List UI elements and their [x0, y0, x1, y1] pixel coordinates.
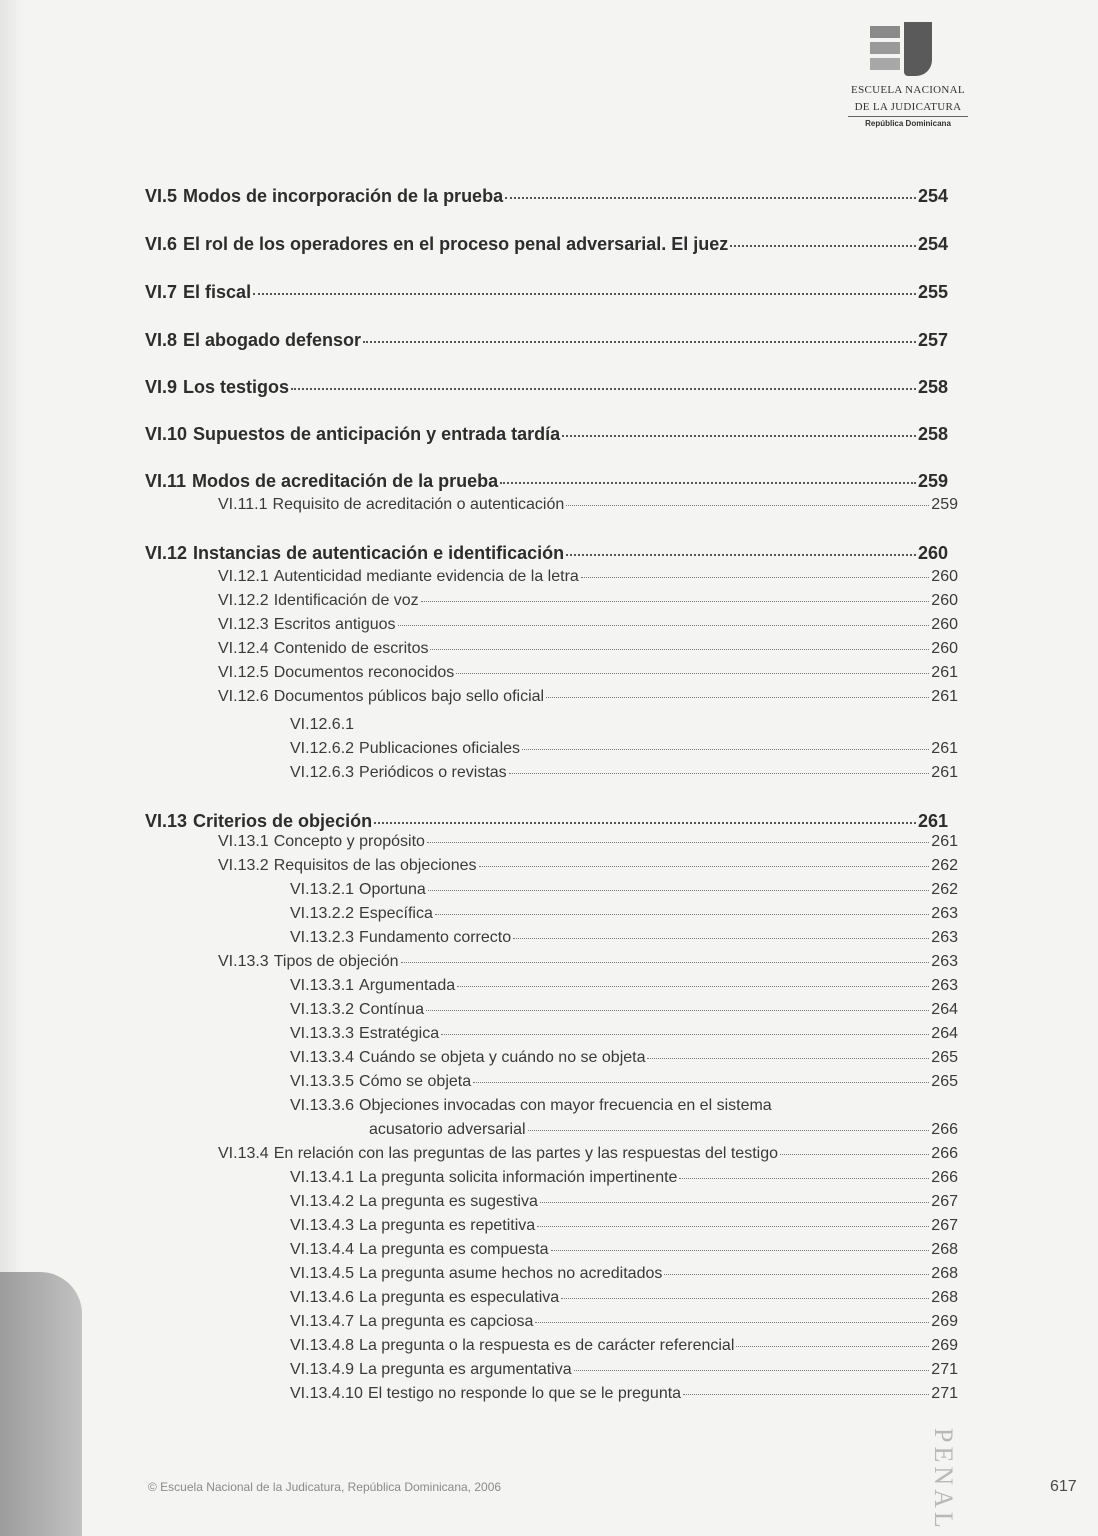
toc-dot-leader	[505, 197, 916, 199]
toc-entry-page: 261	[931, 740, 958, 757]
toc-entry-number: VI.13.4.6	[290, 1289, 355, 1306]
toc-entry-page: 257	[917, 330, 948, 350]
toc-entry-number: VI.13.4.4	[290, 1241, 355, 1258]
toc-entry-title: La pregunta asume hechos no acreditados	[359, 1265, 663, 1282]
toc-entry-title: Contínua	[359, 1001, 424, 1018]
toc-entry-page: 268	[931, 1265, 958, 1282]
toc-entry-title: El rol de los operadores en el proceso penal adversarial. El juez	[183, 234, 729, 254]
toc-entry-page: 254	[917, 234, 948, 254]
toc-dot-leader	[291, 388, 916, 390]
toc-entry-continuation	[369, 1121, 958, 1139]
toc-entry-number: VI.13.3.3	[290, 1025, 355, 1042]
toc-section-entry	[145, 471, 948, 492]
toc-entry-title: Tipos de objeción	[273, 953, 399, 970]
toc-entry-number: VI.10	[145, 424, 188, 444]
toc-subsection-entry	[218, 857, 958, 875]
toc-entry-number: VI.13.3.2	[290, 1001, 355, 1018]
toc-section-entry	[145, 377, 948, 398]
footer-copyright: © Escuela Nacional de la Judicatura, República Dominicana, 2006	[148, 1480, 502, 1494]
toc-entry-number: VI.12.6.3	[290, 764, 355, 781]
toc-subsection-entry	[290, 1385, 958, 1403]
toc-entry-title: El testigo no responde lo que se le pregunta	[367, 1385, 682, 1402]
toc-subsection-entry	[290, 1169, 958, 1187]
toc-entry-number: VI.13.4.7	[290, 1313, 355, 1330]
toc-section-entry	[145, 234, 948, 255]
toc-entry-title: Documentos públicos bajo sello oficial	[273, 688, 545, 705]
toc-entry-title: La pregunta es especulativa	[359, 1289, 560, 1306]
toc-subsection-entry	[290, 1001, 958, 1019]
toc-entry-number: VI.12.6	[218, 688, 269, 705]
toc-entry-page: 259	[917, 471, 948, 491]
toc-entry-page: 265	[931, 1073, 958, 1090]
toc-entry-title: Los testigos	[183, 377, 290, 397]
toc-entry-number: VI.12.1	[218, 568, 269, 585]
toc-entry-number: VI.13.4.8	[290, 1337, 355, 1354]
toc-entry-title: La pregunta es argumentativa	[359, 1361, 572, 1378]
toc-entry-number: VI.12.5	[218, 664, 269, 681]
toc-entry-number: VI.9	[145, 377, 178, 397]
toc-entry-title: Identificación de voz	[273, 592, 419, 609]
toc-entry-number: VI.12.2	[218, 592, 269, 609]
toc-entry-title: La pregunta es compuesta	[359, 1241, 549, 1258]
toc-dot-leader	[509, 773, 930, 774]
toc-subsection-entry	[290, 1025, 958, 1043]
toc-entry-page: 260	[931, 640, 958, 657]
toc-entry-page: 267	[931, 1217, 958, 1234]
toc-dot-leader	[428, 890, 930, 891]
toc-entry-page: 267	[931, 1193, 958, 1210]
toc-entry-title: Escritos antiguos	[273, 616, 396, 633]
toc-subsection-entry	[218, 1145, 958, 1163]
toc-dot-leader	[500, 482, 916, 484]
toc-entry-title: Contenido de escritos	[273, 640, 429, 657]
toc-entry-title: Modos de incorporación de la prueba	[183, 186, 504, 206]
logo-emblem-icon	[870, 22, 942, 80]
toc-dot-leader	[363, 341, 916, 343]
toc-subsection-entry	[290, 1241, 958, 1259]
toc-dot-leader	[574, 1370, 930, 1371]
toc-dot-leader	[421, 601, 930, 602]
toc-entry-page: 263	[931, 905, 958, 922]
toc-dot-leader	[430, 649, 929, 650]
toc-entry-page: 258	[917, 424, 948, 444]
toc-subsection-entry	[218, 833, 958, 851]
toc-entry-page: 260	[931, 616, 958, 633]
toc-dot-leader	[374, 822, 916, 824]
toc-entry-page: 261	[931, 764, 958, 781]
toc-dot-leader	[566, 505, 929, 506]
toc-entry-title: Estratégica	[359, 1025, 440, 1042]
toc-entry-number: VI.5	[145, 186, 178, 206]
toc-entry-page: 261	[931, 833, 958, 850]
toc-entry-page: 260	[931, 568, 958, 585]
toc-entry-page: 258	[917, 377, 948, 397]
toc-entry-title: El abogado defensor	[183, 330, 362, 350]
toc-entry-title: La pregunta es capciosa	[359, 1313, 534, 1330]
toc-subsection-entry	[290, 1193, 958, 1211]
toc-dot-leader	[540, 1202, 929, 1203]
toc-entry-page: 263	[931, 953, 958, 970]
toc-dot-leader	[562, 435, 916, 437]
toc-entry-page: 264	[931, 1025, 958, 1042]
toc-subsection-entry	[290, 881, 958, 899]
toc-entry-page: 262	[931, 857, 958, 874]
toc-subsection-entry	[218, 688, 958, 706]
toc-dot-leader	[780, 1154, 929, 1155]
toc-entry-page: 261	[917, 811, 948, 831]
toc-continuation-page: 266	[931, 1121, 958, 1138]
toc-subsection-entry	[218, 592, 958, 610]
toc-entry-title: Requisito de acreditación o autenticación	[272, 496, 565, 513]
toc-entry-page: 260	[917, 543, 948, 563]
toc-entry-title: La pregunta o la respuesta es de carácter referencial	[359, 1337, 735, 1354]
toc-entry-page: 263	[931, 929, 958, 946]
toc-entry-title: Concepto y propósito	[273, 833, 425, 850]
toc-subsection-entry	[218, 568, 958, 586]
toc-dot-leader	[528, 1130, 930, 1131]
toc-entry-title: Argumentada	[359, 977, 456, 994]
toc-dot-leader	[435, 914, 929, 915]
toc-entry-page: 261	[931, 664, 958, 681]
toc-subsection-entry	[290, 764, 958, 782]
toc-entry-title: Específica	[359, 905, 433, 922]
toc-entry-page: 262	[931, 881, 958, 898]
toc-entry-title: Autenticidad mediante evidencia de la letra	[273, 568, 579, 585]
toc-dot-leader	[441, 1034, 929, 1035]
toc-entry-page: 268	[931, 1289, 958, 1306]
toc-subsection-entry	[290, 929, 958, 947]
toc-entry-title: La pregunta es sugestiva	[359, 1193, 538, 1210]
toc-entry-title: Modos de acreditación de la prueba	[192, 471, 499, 491]
toc-entry-number: VI.13.2.1	[290, 881, 355, 898]
toc-entry-page: 268	[931, 1241, 958, 1258]
toc-dot-leader	[457, 986, 929, 987]
toc-subsection-entry	[290, 1337, 958, 1355]
toc-entry-number: VI.13.4.1	[290, 1169, 355, 1186]
toc-subsection-entry	[290, 1073, 958, 1091]
toc-entry-number: VI.13	[145, 811, 188, 831]
toc-dot-leader	[427, 842, 929, 843]
toc-subsection-entry	[290, 1265, 958, 1283]
toc-section-entry	[145, 543, 948, 564]
toc-dot-leader	[426, 1010, 929, 1011]
toc-subsection-entry	[290, 1313, 958, 1331]
toc-dot-leader	[479, 866, 930, 867]
school-logo	[848, 22, 968, 128]
toc-subsection-entry	[290, 905, 958, 923]
toc-entry-page: 265	[931, 1049, 958, 1066]
toc-entry-number: VI.13.3.6	[290, 1097, 355, 1114]
toc-dot-leader	[401, 962, 930, 963]
toc-subsection-entry	[290, 740, 958, 758]
toc-entry-title: Cuándo se objeta y cuándo no se objeta	[359, 1049, 646, 1066]
toc-entry-number: VI.13.2	[218, 857, 269, 874]
toc-entry-number: VI.13.3	[218, 953, 269, 970]
toc-subsection-entry	[290, 716, 958, 734]
toc-entry-title: Publicaciones oficiales	[359, 740, 521, 757]
toc-entry-number: VI.8	[145, 330, 178, 350]
toc-entry-title: Cómo se objeta	[359, 1073, 472, 1090]
toc-dot-leader	[473, 1082, 929, 1083]
toc-dot-leader	[566, 554, 916, 556]
toc-entry-number: VI.13.3.1	[290, 977, 355, 994]
toc-dot-leader	[398, 625, 930, 626]
toc-continuation-title: acusatorio adversarial	[369, 1121, 526, 1138]
toc-entry-title: El fiscal	[183, 282, 252, 302]
toc-dot-leader	[647, 1058, 929, 1059]
toc-entry-number: VI.12	[145, 543, 188, 563]
toc-entry-number: VI.13.1	[218, 833, 269, 850]
toc-subsection-entry	[218, 953, 958, 971]
toc-section-entry	[145, 186, 948, 207]
toc-entry-number: VI.13.4	[218, 1145, 269, 1162]
toc-dot-leader	[253, 293, 916, 295]
corner-tab	[0, 1272, 82, 1536]
toc-dot-leader	[546, 697, 929, 698]
toc-entry-page: 260	[931, 592, 958, 609]
toc-entry-number: VI.12.3	[218, 616, 269, 633]
toc-entry-page: 269	[931, 1313, 958, 1330]
toc-dot-leader	[561, 1298, 929, 1299]
toc-dot-leader	[679, 1178, 929, 1179]
toc-entry-number: VI.13.4.3	[290, 1217, 355, 1234]
page-number: 617	[1050, 1478, 1077, 1495]
toc-entry-number: VI.13.2.3	[290, 929, 355, 946]
toc-entry-page: 266	[931, 1169, 958, 1186]
toc-subsection-entry	[290, 1217, 958, 1235]
toc-entry-page: 266	[931, 1145, 958, 1162]
toc-entry-page: 263	[931, 977, 958, 994]
toc-entry-page: 264	[931, 1001, 958, 1018]
toc-dot-leader	[535, 1322, 929, 1323]
toc-entry-number: VI.12.6.1	[290, 716, 355, 733]
toc-entry-page: 254	[917, 186, 948, 206]
toc-entry-title: Objeciones invocadas con mayor frecuencia en el sistema	[359, 1097, 772, 1114]
toc-section-entry	[145, 282, 948, 303]
toc-subsection-entry	[290, 1361, 958, 1379]
toc-dot-leader	[551, 1250, 930, 1251]
toc-entry-page: 259	[931, 496, 958, 513]
toc-dot-leader	[736, 1346, 929, 1347]
toc-entry-title: Documentos reconocidos	[273, 664, 455, 681]
logo-line-1: ESCUELA NACIONAL	[851, 84, 965, 96]
toc-entry-page: 271	[931, 1361, 958, 1378]
toc-dot-leader	[664, 1274, 929, 1275]
toc-dot-leader	[522, 749, 929, 750]
toc-entry-number: VI.6	[145, 234, 178, 254]
toc-section-entry	[145, 330, 948, 351]
toc-entry-title: Requisitos de las objeciones	[273, 857, 477, 874]
toc-subsection-entry	[218, 640, 958, 658]
toc-entry-page: 255	[917, 282, 948, 302]
toc-entry-number: VI.11.1	[218, 496, 268, 513]
toc-entry-page: 269	[931, 1337, 958, 1354]
toc-entry-number: VI.7	[145, 282, 178, 302]
toc-entry-title: Supuestos de anticipación y entrada tardía	[193, 424, 561, 444]
toc-entry-title: Instancias de autenticación e identificación	[193, 543, 565, 563]
toc-entry-title: Fundamento correcto	[359, 929, 512, 946]
toc-dot-leader	[456, 673, 929, 674]
toc-subsection-entry	[218, 616, 958, 634]
toc-entry-number: VI.13.4.2	[290, 1193, 355, 1210]
toc-entry-number: VI.13.4.5	[290, 1265, 355, 1282]
toc-entry-number: VI.13.3.5	[290, 1073, 355, 1090]
toc-entry-title: Criterios de objeción	[193, 811, 373, 831]
toc-entry-title: En relación con las preguntas de las partes y las respuestas del testigo	[273, 1145, 778, 1162]
toc-entry-title: La pregunta solicita información impertinente	[359, 1169, 678, 1186]
toc-entry-number: VI.13.2.2	[290, 905, 355, 922]
toc-entry-number: VI.12.4	[218, 640, 269, 657]
toc-section-entry	[145, 424, 948, 445]
toc-section-entry	[145, 811, 948, 832]
toc-entry-page: 271	[931, 1385, 958, 1402]
toc-entry-number: VI.13.3.4	[290, 1049, 355, 1066]
toc-entry-number: VI.13.4.9	[290, 1361, 355, 1378]
toc-entry-title: La pregunta es repetitiva	[359, 1217, 536, 1234]
toc-subsection-entry	[218, 496, 958, 514]
toc-entry-number: VI.12.6.2	[290, 740, 355, 757]
toc-dot-leader	[683, 1394, 929, 1395]
logo-line-3: República Dominicana	[848, 116, 968, 128]
toc-dot-leader	[513, 938, 929, 939]
toc-subsection-entry	[290, 1049, 958, 1067]
toc-entry-number: VI.13.4.10	[290, 1385, 363, 1402]
toc-entry-page: 261	[931, 688, 958, 705]
toc-subsection-entry	[218, 664, 958, 682]
toc-dot-leader	[581, 577, 930, 578]
toc-dot-leader	[730, 245, 916, 247]
toc-subsection-entry	[290, 1289, 958, 1307]
toc-entry-number: VI.11	[145, 471, 187, 491]
toc-entry-title: Periódicos o revistas	[359, 764, 507, 781]
toc-dot-leader	[537, 1226, 929, 1227]
side-section-word: PENAL	[929, 1428, 958, 1532]
toc-subsection-entry	[290, 1097, 958, 1115]
toc-entry-title: Oportuna	[359, 881, 426, 898]
toc-subsection-entry	[290, 977, 958, 995]
logo-line-2: DE LA JUDICATURA	[854, 101, 962, 113]
